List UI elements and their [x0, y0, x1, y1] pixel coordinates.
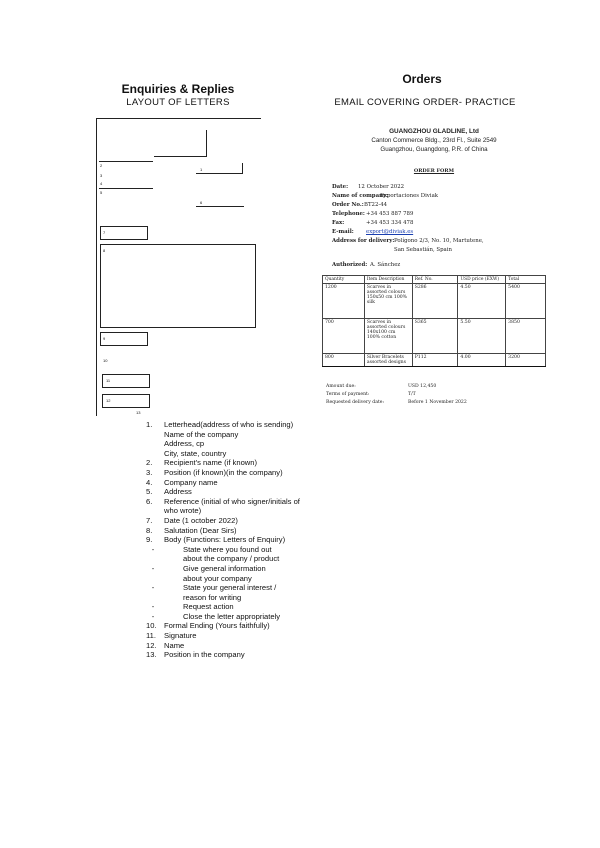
diagram-label-6: 6 [200, 200, 203, 205]
list-item [147, 478, 317, 488]
cell-ref: S286 [412, 284, 458, 319]
field-label-email: E-mail: [332, 229, 354, 235]
list-item-text: City, state, country [164, 448, 227, 458]
header-ref: Ref. No. [412, 276, 458, 284]
order-company-address-1: Canton Commerce Bldg., 23rd Fl., Suite 2549 [371, 137, 497, 144]
body-box [100, 244, 256, 328]
cell-qty: 800 [323, 354, 365, 367]
diagram-label-4: 4 [100, 181, 103, 186]
order-form-title: ORDER FORM [413, 168, 455, 174]
diagram-label-1: 1 [200, 167, 203, 172]
sub-list-text: State where you found out [183, 544, 272, 554]
diagram-label-7: 7 [103, 230, 106, 235]
field-value-date: 12 October 2022 [358, 184, 405, 190]
sub-list-text: Request action [183, 602, 234, 612]
list-item [147, 420, 317, 458]
company-line [99, 188, 153, 189]
list-item-text: Formal Ending (Yours faithfully) [164, 621, 270, 631]
diagram-label-8: 8 [103, 248, 106, 253]
diagram-label-13: 13 [136, 410, 141, 415]
list-item [147, 487, 317, 497]
list-item [147, 641, 317, 651]
footer-label-delivery-date: Requested delivery date: [326, 400, 385, 405]
footer-value-amount: USD 12,450 [408, 384, 437, 389]
diagram-label-10: 10 [103, 358, 108, 363]
cell-ref: S365 [412, 319, 458, 354]
list-item-text: Body (Functions: Letters of Enquiry) [164, 535, 286, 545]
footer-value-terms: T/T [408, 392, 416, 397]
list-item-text: Position in the company [164, 650, 245, 660]
list-item-number: 5. [146, 487, 153, 497]
sub-list-text: Close the letter appropriately [183, 611, 281, 621]
sub-list-item [147, 602, 317, 612]
header-quantity: Quantity [323, 276, 365, 284]
sub-list-item [147, 545, 317, 564]
letter-parts-list [147, 420, 317, 660]
field-value-order-no: BT22-44 [364, 202, 388, 208]
list-item-text: Salutation (Dear Sirs) [164, 525, 237, 535]
sub-list-text: reason for writing [183, 592, 242, 602]
field-value-company: Exportaciones Diviak [380, 193, 439, 199]
order-form [322, 122, 546, 416]
diagram-label-2: 2 [100, 163, 103, 168]
sub-list-text: about your company [183, 573, 252, 583]
list-item [147, 535, 317, 545]
list-item-number: 7. [146, 515, 153, 525]
reference-line [196, 206, 244, 207]
sub-list-text: State your general interest / [183, 583, 277, 593]
list-item-text: Company name [164, 477, 218, 487]
list-item-number: 2. [146, 458, 153, 468]
list-item-text: Reference (initial of who signer/initials of [164, 496, 300, 506]
cell-price: 5.50 [458, 319, 506, 354]
sub-list-dash: - [151, 602, 155, 612]
list-item-text: Name [164, 640, 185, 650]
table-row [323, 354, 546, 367]
list-item-number: 9. [146, 535, 153, 545]
right-heading-title: Orders [402, 72, 442, 86]
footer-label-terms: Terms of payment: [326, 392, 370, 397]
list-item [147, 650, 317, 660]
diagram-label-9: 9 [103, 336, 106, 341]
sub-list-item [147, 612, 317, 622]
letterhead-box [154, 130, 207, 157]
cell-total: 5400 [506, 284, 546, 319]
sub-list-dash: - [151, 563, 155, 573]
sub-list-item [147, 583, 317, 602]
list-item-text: Position (if known)(in the company) [164, 467, 283, 477]
body-label-box [100, 332, 148, 346]
list-item [147, 516, 317, 526]
sub-list-item [147, 564, 317, 583]
cell-desc: Silver Bracelets assorted designs [364, 354, 412, 367]
order-company-address-2: Guangzhou, Guangdong, P.R. of China [380, 146, 488, 153]
list-item [147, 497, 317, 516]
list-item-number: 1. [146, 420, 153, 429]
field-label-telephone: Telephone: [332, 211, 365, 217]
letter-layout-diagram [96, 118, 261, 416]
cell-qty: 1200 [323, 284, 365, 319]
sub-list-dash: - [151, 611, 155, 621]
list-item-text: Name of the company [164, 429, 239, 439]
field-label-order-no: Order No.: [332, 202, 364, 208]
diagram-top-edge [96, 118, 261, 119]
table-row [323, 284, 546, 319]
list-item-number: 11. [146, 631, 156, 641]
list-item [147, 458, 317, 468]
list-item [147, 631, 317, 641]
table-header-row [323, 276, 546, 284]
list-item-number: 10. [146, 621, 157, 631]
field-value-telephone: +34 453 887 789 [366, 211, 414, 217]
field-label-date: Date: [332, 184, 349, 190]
cell-desc: Scarves in assorted colours 140x100 cm 100% cotton [364, 319, 412, 354]
header-description: Item Description [364, 276, 412, 284]
diagram-label-11: 11 [106, 378, 111, 383]
field-label-company: Name of company: [332, 193, 389, 199]
cell-price: 4.50 [458, 284, 506, 319]
left-heading-title: Enquiries & Replies [121, 82, 235, 96]
list-item-number: 6. [146, 496, 153, 506]
list-item [147, 526, 317, 536]
footer-value-delivery-date: Before 1 November 2022 [408, 400, 467, 405]
diagram-label-5: 5 [100, 190, 103, 195]
diagram-label-3: 3 [100, 173, 103, 178]
letterhead-label-box [196, 163, 243, 174]
field-value-delivery-2: San Sebastián, Spain [394, 247, 452, 253]
date-box [100, 226, 148, 240]
cell-total: 3200 [506, 354, 546, 367]
cell-qty: 700 [323, 319, 365, 354]
list-item-number: 3. [146, 467, 153, 477]
field-label-fax: Fax: [332, 220, 345, 226]
cell-desc: Scarves in assorted colours 150x50 cm 100% silk [364, 284, 412, 319]
field-value-delivery-1: Polígono 2/3, No. 10, Martutene, [394, 238, 484, 244]
list-item-number: 8. [146, 525, 153, 535]
field-value-authorized: A. Sánchez [370, 262, 401, 268]
left-heading-subtitle: LAYOUT OF LETTERS [126, 97, 230, 108]
list-item-text: Recipient's name (if known) [164, 458, 258, 468]
cell-price: 4.00 [458, 354, 506, 367]
diagram-label-12: 12 [106, 398, 111, 403]
field-value-email[interactable]: export@diviak.es [366, 229, 414, 235]
cell-ref: P112 [412, 354, 458, 367]
order-items-table [322, 275, 546, 367]
list-item-text: who wrote) [164, 506, 202, 516]
sub-list-text: about the company / product [183, 554, 280, 564]
field-label-delivery: Address for delivery: [332, 238, 395, 244]
sub-list-dash: - [151, 544, 155, 554]
diagram-left-edge [96, 118, 97, 416]
list-item-number: 12. [146, 640, 157, 650]
field-label-authorized: Authorized: [332, 262, 368, 268]
recipient-line [99, 161, 153, 162]
sub-list-dash: - [151, 583, 155, 593]
header-price: USD price (EXW) [458, 276, 506, 284]
table-row [323, 319, 546, 354]
list-item [147, 621, 317, 631]
cell-total: 3850 [506, 319, 546, 354]
footer-label-amount: Amount due: [326, 384, 356, 389]
list-item-text: Signature [164, 631, 197, 641]
list-item-text: Address [164, 487, 192, 497]
list-item-text: Address, cp [164, 439, 205, 449]
right-heading-subtitle: EMAIL COVERING ORDER- PRACTICE [334, 97, 516, 108]
list-item [147, 468, 317, 478]
order-company-name: GUANGZHOU GLADLINE, Ltd [389, 128, 479, 135]
sub-list-text: Give general information [183, 563, 266, 573]
header-total: Total [506, 276, 546, 284]
list-item-text: Date (1 october 2022) [164, 515, 238, 525]
list-item-text: Letterhead(address of who is sending) [164, 420, 294, 429]
field-value-fax: +34 453 334 478 [366, 220, 414, 226]
list-item-number: 4. [146, 477, 153, 487]
list-item-number: 13. [146, 650, 157, 660]
